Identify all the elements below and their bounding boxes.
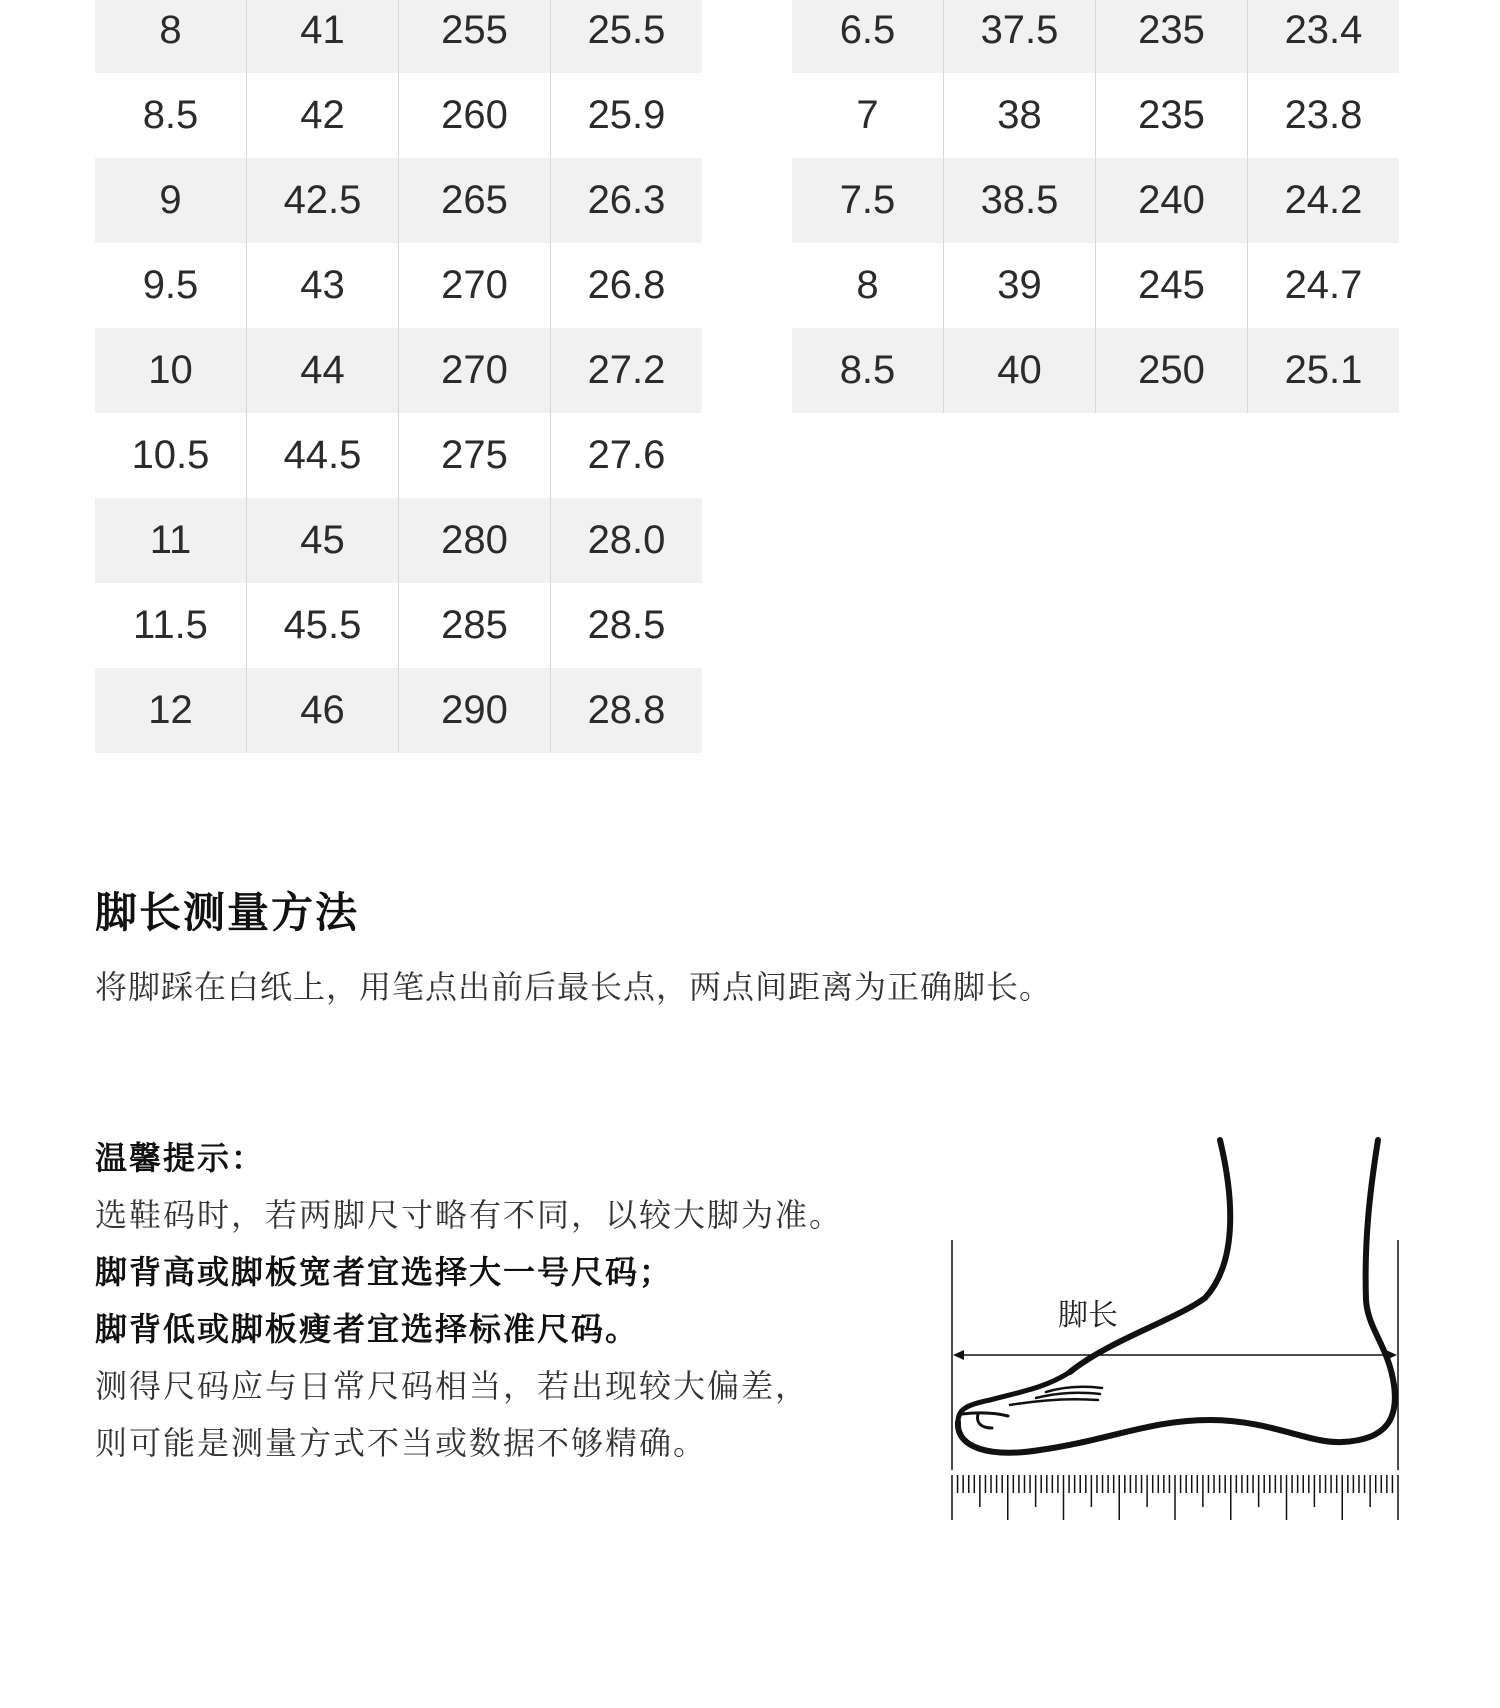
size-table-right	[792, 0, 1399, 413]
table-row	[95, 158, 702, 243]
table-row	[792, 328, 1399, 413]
table-cell: 23.8	[1248, 73, 1400, 158]
table-cell: 38.5	[944, 158, 1096, 243]
table-cell: 25.9	[551, 73, 703, 158]
table-cell: 255	[399, 0, 551, 73]
table-cell: 43	[247, 243, 399, 328]
foot-measure-diagram	[950, 1130, 1420, 1520]
table-cell: 42	[247, 73, 399, 158]
table-cell: 285	[399, 583, 551, 668]
table-cell: 11	[95, 498, 247, 583]
table-cell: 26.8	[551, 243, 703, 328]
table-cell: 24.7	[1248, 243, 1400, 328]
table-cell: 38	[944, 73, 1096, 158]
foot-outline-icon	[958, 1140, 1395, 1453]
table-row	[95, 668, 702, 753]
table-cell: 26.3	[551, 158, 703, 243]
table-row	[95, 73, 702, 158]
table-cell: 12	[95, 668, 247, 753]
table-row	[95, 0, 702, 73]
table-cell: 260	[399, 73, 551, 158]
table-row	[792, 0, 1399, 73]
table-cell: 25.1	[1248, 328, 1400, 413]
table-cell: 6.5	[792, 0, 944, 73]
table-cell: 45	[247, 498, 399, 583]
tip-line: 则可能是测量方式不当或数据不够精确。	[95, 1424, 708, 1462]
table-row	[95, 328, 702, 413]
table-row	[95, 413, 702, 498]
table-cell: 240	[1096, 158, 1248, 243]
table-cell: 250	[1096, 328, 1248, 413]
table-cell: 235	[1096, 0, 1248, 73]
table-cell: 265	[399, 158, 551, 243]
table-cell: 9	[95, 158, 247, 243]
tips-heading: 温馨提示：	[95, 1139, 266, 1177]
table-cell: 39	[944, 243, 1096, 328]
tip-line: 测得尺码应与日常尺码相当，若出现较大偏差，	[95, 1367, 810, 1405]
measure-title: 脚长测量方法	[95, 888, 360, 937]
table-cell: 245	[1096, 243, 1248, 328]
table-cell: 280	[399, 498, 551, 583]
table-cell: 8.5	[142, 93, 199, 137]
table-cell: 28.5	[551, 583, 703, 668]
table-row	[95, 498, 702, 583]
table-cell: 44	[247, 328, 399, 413]
table-cell: 9.5	[142, 263, 199, 307]
table-cell: 25.5	[551, 0, 703, 73]
table-cell: 46	[247, 668, 399, 753]
table-cell: 28.8	[551, 668, 703, 753]
table-cell: 8	[95, 0, 247, 73]
table-cell: 290	[399, 668, 551, 753]
table-cell: 8.5	[792, 328, 944, 413]
table-row	[95, 583, 702, 668]
tips-block	[95, 1130, 915, 1472]
table-cell: 235	[1096, 73, 1248, 158]
table-cell: 27.2	[551, 328, 703, 413]
table-cell: 27.6	[551, 413, 703, 498]
tip-line: 脚背高或脚板宽者宜选择大一号尺码；	[95, 1253, 674, 1291]
table-cell: 10	[95, 328, 247, 413]
ruler-icon	[952, 1475, 1398, 1520]
table-row	[792, 243, 1399, 328]
table-cell: 11.5	[133, 603, 208, 647]
table-cell: 275	[399, 413, 551, 498]
table-cell: 40	[944, 328, 1096, 413]
table-cell: 10.5	[131, 433, 210, 477]
table-cell: 44.5	[247, 413, 399, 498]
table-cell: 45.5	[247, 583, 399, 668]
table-row	[792, 158, 1399, 243]
table-cell: 7	[856, 93, 879, 137]
measure-description: 将脚踩在白纸上，用笔点出前后最长点，两点间距离为正确脚长。	[95, 968, 1053, 1006]
table-cell: 37.5	[944, 0, 1096, 73]
table-row	[95, 243, 702, 328]
measure-bounds	[952, 1240, 1398, 1470]
tip-line: 脚背低或脚板瘦者宜选择标准尺码。	[95, 1310, 640, 1348]
table-cell: 270	[399, 243, 551, 328]
table-cell: 7.5	[792, 158, 944, 243]
table-cell: 24.2	[1248, 158, 1400, 243]
table-cell: 28.0	[551, 498, 703, 583]
table-row	[792, 73, 1399, 158]
table-cell: 41	[247, 0, 399, 73]
foot-length-label: 脚长	[1058, 1298, 1118, 1333]
size-table-left	[95, 0, 702, 753]
table-cell: 23.4	[1248, 0, 1400, 73]
tip-line: 选鞋码时，若两脚尺寸略有不同，以较大脚为准。	[95, 1196, 844, 1234]
table-cell: 42.5	[247, 158, 399, 243]
table-cell: 270	[399, 328, 551, 413]
table-cell: 8	[856, 263, 879, 307]
